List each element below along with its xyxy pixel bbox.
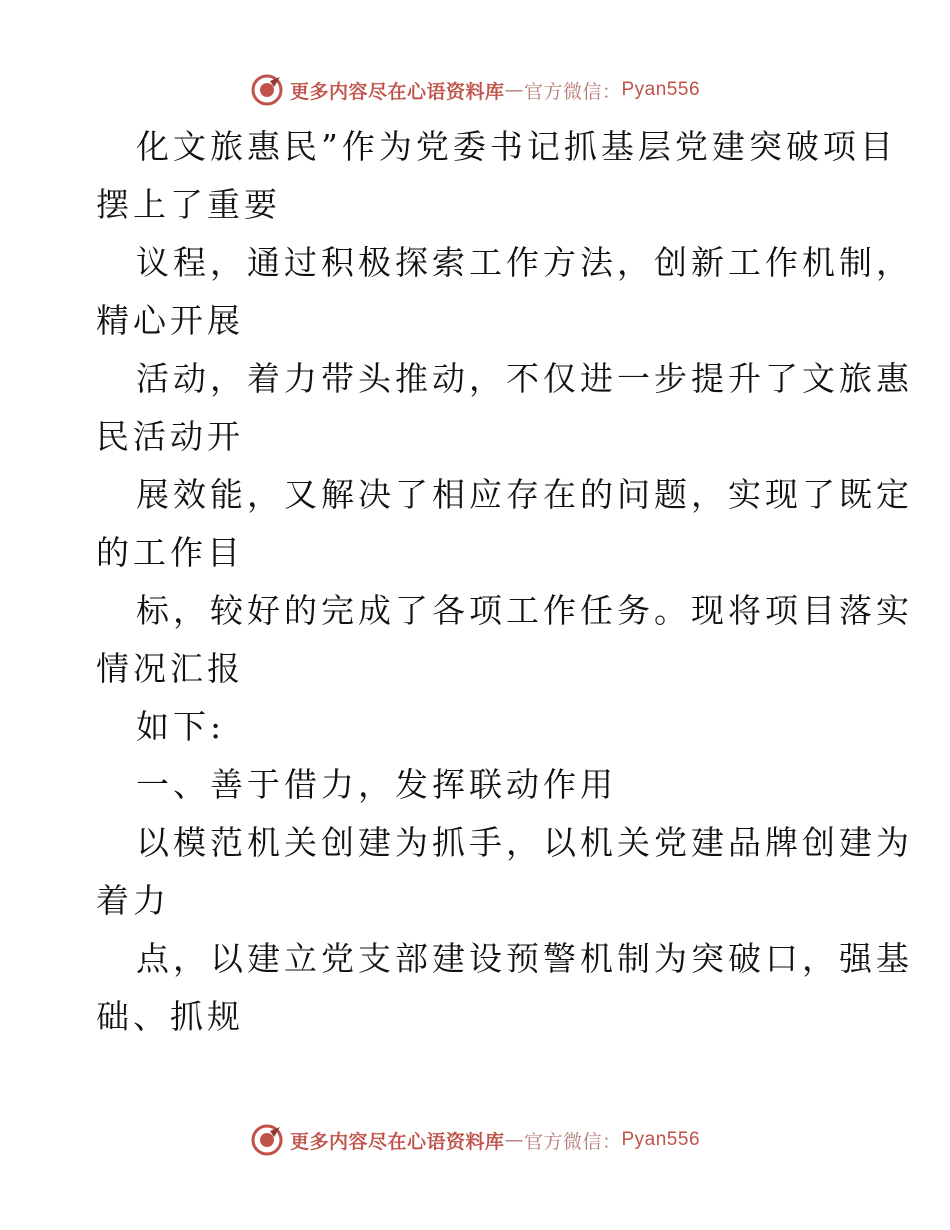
document-body: [96, 118, 913, 1046]
watermark-official-label: 官方微信：: [523, 1130, 622, 1153]
body-line: 情况汇报: [96, 649, 244, 688]
body-line: 的工作目: [96, 533, 244, 572]
body-line: 摆上了重要: [96, 185, 281, 224]
watermark-dash: —: [504, 79, 524, 101]
watermark-wechat-id: Pyan556: [621, 79, 701, 100]
body-line: 础、抓规: [96, 997, 244, 1036]
watermark-slogan: 更多内容尽在心语资料库: [289, 80, 505, 103]
watermark-wechat-id: Pyan556: [621, 1129, 701, 1150]
watermark-slogan: 更多内容尽在心语资料库: [289, 1130, 505, 1153]
body-line: 标，较好的完成了各项工作任务。现将项目落实: [136, 591, 913, 630]
body-line: 民活动开: [96, 417, 244, 456]
logo-icon: [250, 73, 284, 107]
header-watermark: [0, 70, 950, 110]
section-heading: 一、善于借力，发挥联动作用: [136, 765, 617, 804]
footer-watermark: [0, 1120, 950, 1160]
watermark-official-label: 官方微信：: [523, 80, 622, 103]
body-line: 议程，通过积极探索工作方法，创新工作机制，: [136, 243, 913, 282]
body-line: 精心开展: [96, 301, 244, 340]
body-line: 着力: [96, 881, 170, 920]
watermark-dash: —: [504, 1129, 524, 1151]
body-line: 活动，着力带头推动，不仅进一步提升了文旅惠: [136, 359, 913, 398]
logo-icon: [250, 1123, 284, 1157]
body-line: 以模范机关创建为抓手，以机关党建品牌创建为: [136, 823, 913, 862]
body-line: 如下:: [136, 707, 226, 746]
body-line: 化文旅惠民”作为党委书记抓基层党建突破项目: [136, 127, 897, 166]
body-line: 点，以建立党支部建设预警机制为突破口，强基: [136, 939, 913, 978]
body-line: 展效能，又解决了相应存在的问题，实现了既定: [136, 475, 913, 514]
